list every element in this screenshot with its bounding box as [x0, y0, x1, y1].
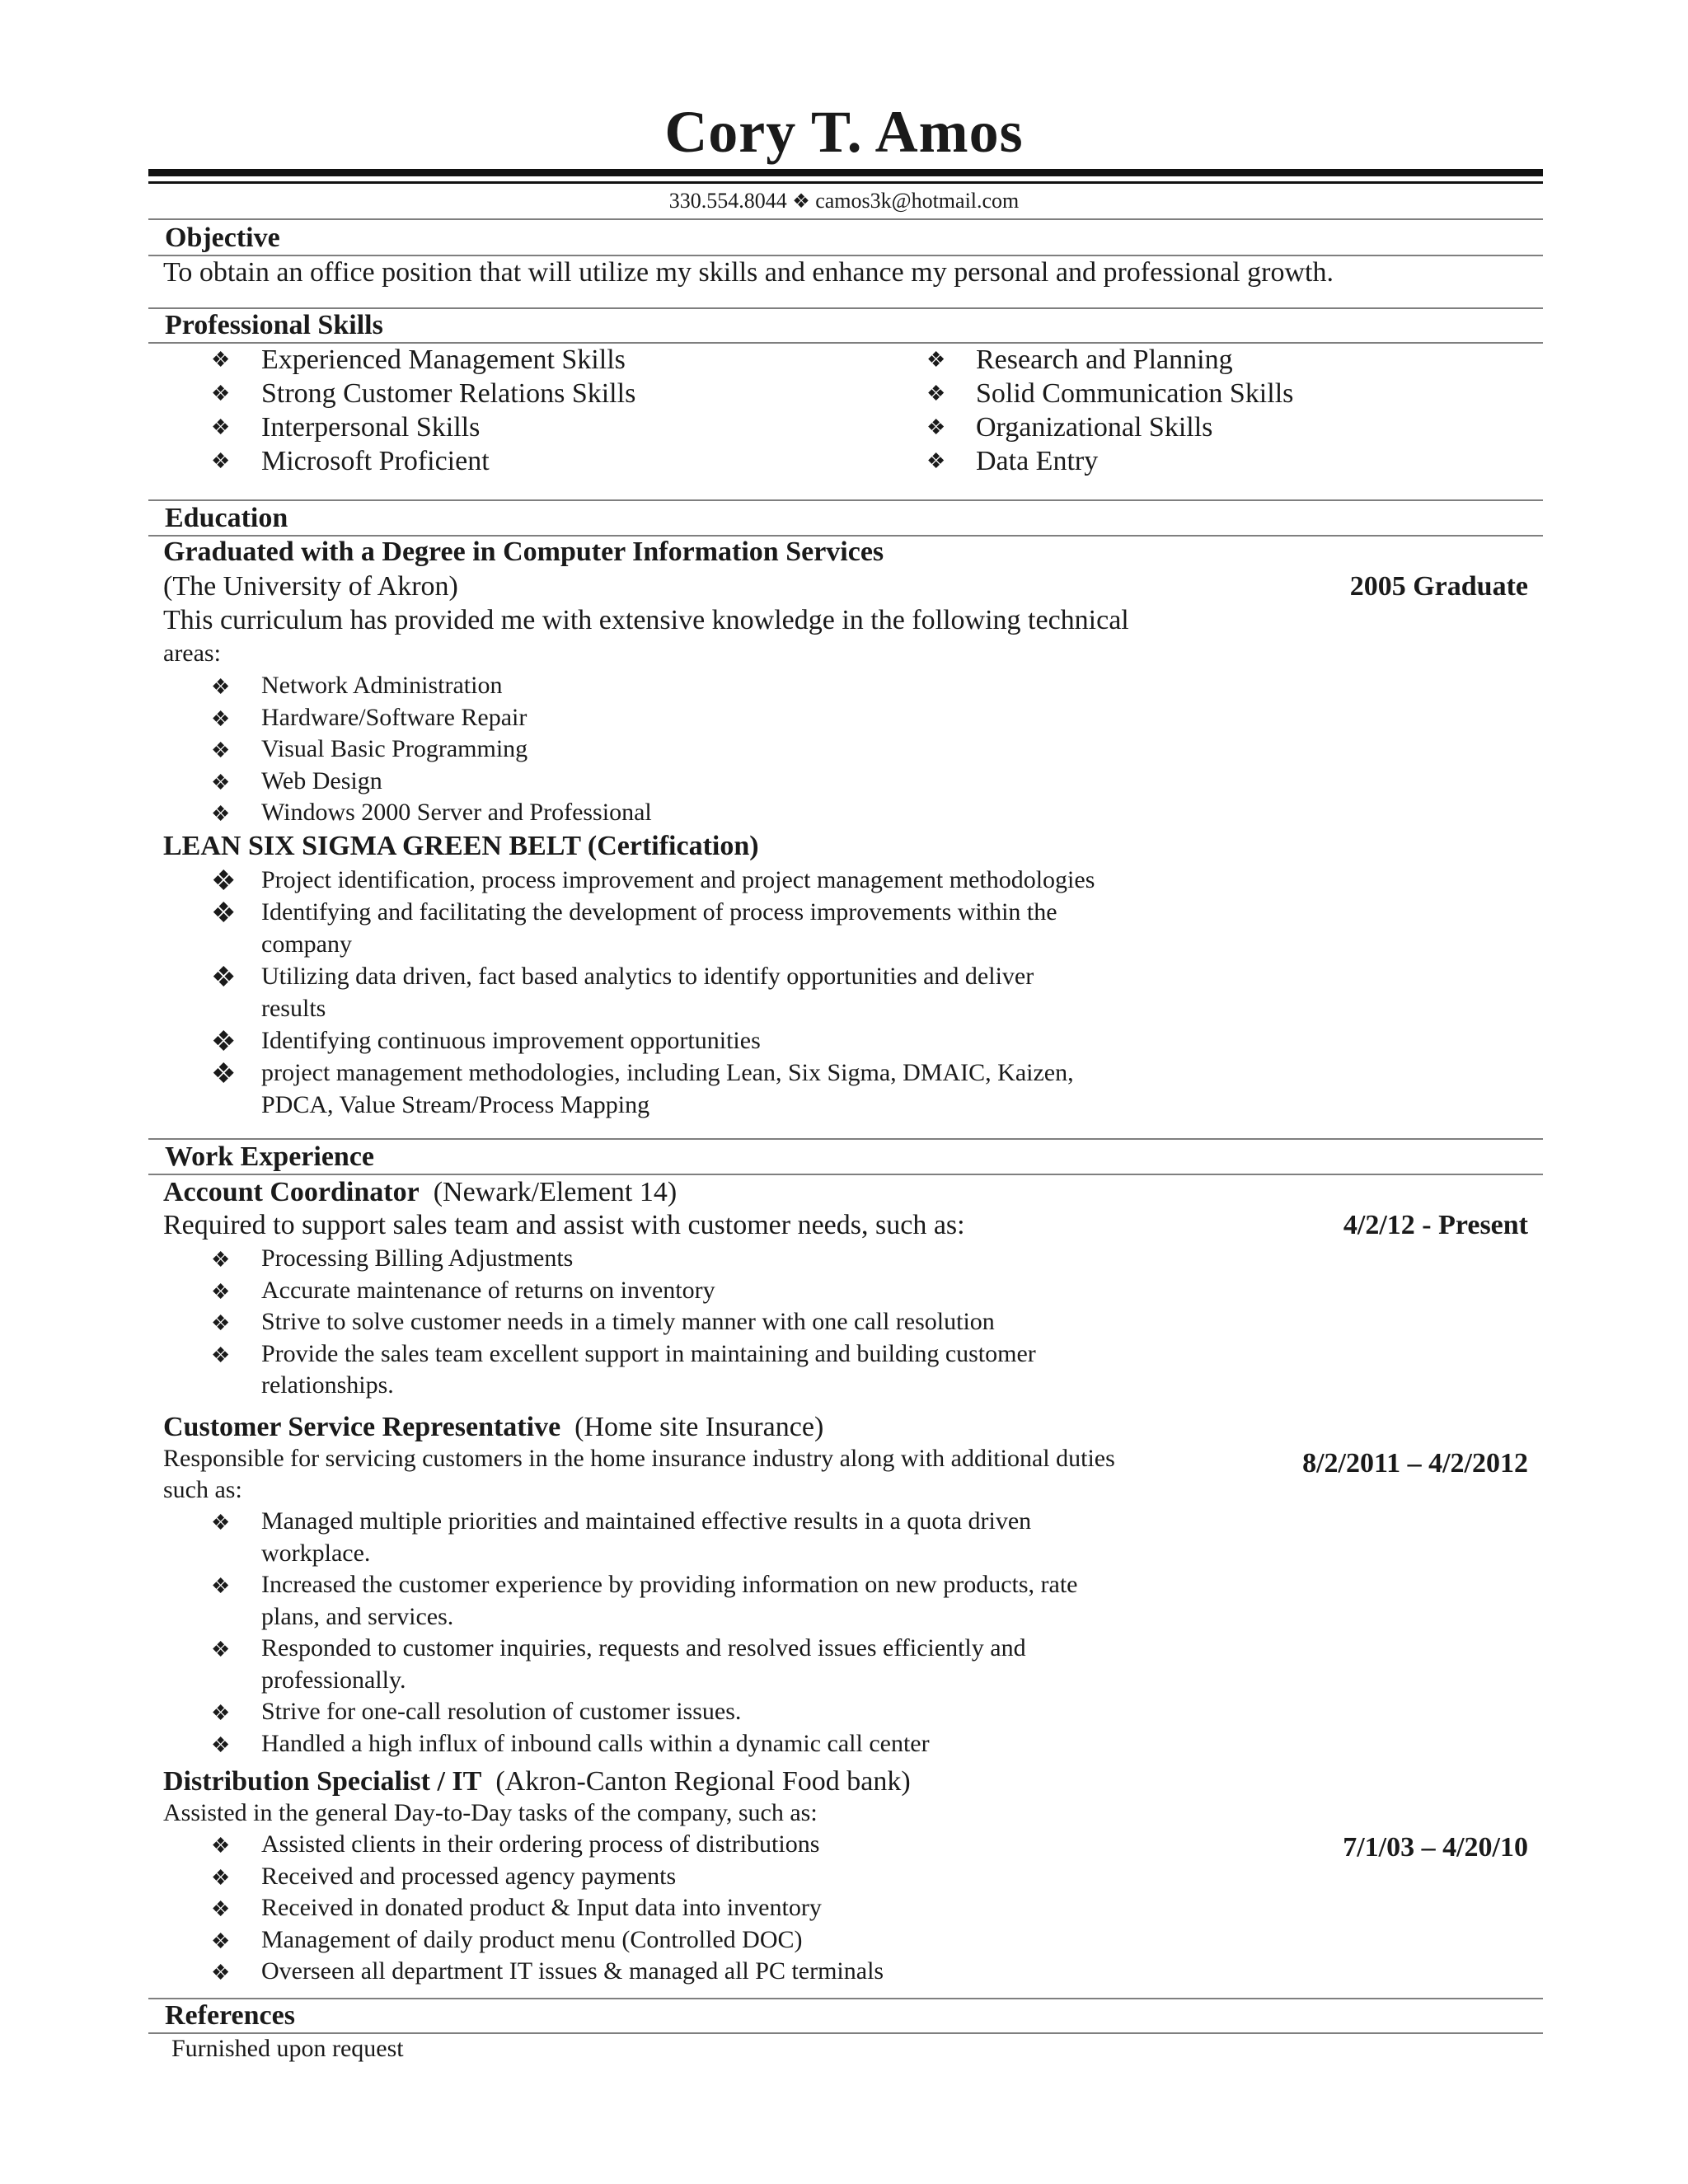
section-heading-references: References	[165, 2000, 295, 2031]
job-duty-item: Management of daily product menu (Controlled DOC)	[261, 1925, 803, 1953]
header-rule-thick	[148, 169, 1543, 176]
skill-item: Organizational Skills	[976, 412, 1213, 443]
bullet-icon: ❖	[211, 1574, 231, 1598]
job-duty-item: Received in donated product & Input data into inventory	[261, 1894, 822, 1921]
education-area-item: Network Administration	[261, 672, 503, 699]
job-duty-item-cont: relationships.	[261, 1371, 394, 1399]
education-date: 2005 Graduate	[1349, 571, 1528, 602]
bullet-icon: ❖	[211, 1511, 231, 1535]
bullet-icon: ❖	[211, 802, 231, 826]
bullet-icon: ❖	[211, 1865, 231, 1890]
job-duty-item: Overseen all department IT issues & managed all PC terminals	[261, 1957, 884, 1985]
job-duty-item-cont: workplace.	[261, 1539, 371, 1567]
bullet-icon: ❖	[926, 382, 946, 405]
job-duty-item: Provide the sales team excellent support in maintaining and building customer	[261, 1339, 1036, 1367]
bullet-icon: ❖	[211, 1311, 231, 1335]
bullet-icon: ❖	[926, 449, 946, 473]
bullet-icon: ❖	[211, 1027, 237, 1057]
degree-title: Graduated with a Degree in Computer Information Services	[163, 537, 884, 567]
job-header	[163, 1765, 911, 1798]
phone: 330.554.8044	[668, 189, 787, 213]
bullet-icon: ❖	[211, 963, 237, 993]
job-duty-item: Received and processed agency payments	[261, 1862, 677, 1890]
certification-item: project management methodologies, including Lean, Six Sigma, DMAIC, Kaizen,	[261, 1059, 1074, 1086]
job-duty-item: Strive to solve customer needs in a timely manner with one call resolution	[261, 1308, 995, 1335]
job-date: 4/2/12 - Present	[1343, 1210, 1528, 1240]
job-duty-item: Accurate maintenance of returns on inventory	[261, 1276, 715, 1304]
skill-item: Experienced Management Skills	[261, 344, 626, 375]
job-title: Customer Service Representative	[163, 1412, 561, 1442]
bullet-icon: ❖	[211, 348, 231, 372]
bullet-icon: ❖	[926, 348, 946, 372]
job-duty-item-cont: professionally.	[261, 1666, 406, 1694]
section-heading-education: Education	[165, 503, 288, 533]
bullet-icon: ❖	[211, 1961, 231, 1985]
section-heading-work: Work Experience	[165, 1141, 375, 1172]
job-duty-item: Handled a high influx of inbound calls within a dynamic call center	[261, 1729, 930, 1757]
job-organization: (Home site Insurance)	[560, 1412, 824, 1442]
bullet-icon: ❖	[211, 1897, 231, 1921]
job-duty-item: Processing Billing Adjustments	[261, 1244, 574, 1272]
skill-item: Strong Customer Relations Skills	[261, 378, 636, 409]
bullet-icon: ❖	[211, 1701, 231, 1725]
job-duty-item: Assisted clients in their ordering process of distributions	[261, 1830, 820, 1858]
contact-separator: ❖	[792, 191, 810, 213]
references-text: Furnished upon request	[171, 2035, 404, 2062]
email: camos3k@hotmail.com	[815, 189, 1020, 213]
certification-item-cont: PDCA, Value Stream/Process Mapping	[261, 1091, 650, 1118]
divider	[148, 1138, 1543, 1140]
bullet-icon: ❖	[926, 415, 946, 439]
certification-item: Identifying continuous improvement opportunities	[261, 1027, 761, 1054]
education-area-item: Windows 2000 Server and Professional	[261, 799, 652, 826]
education-area-item: Hardware/Software Repair	[261, 703, 528, 731]
bullet-icon: ❖	[211, 706, 231, 731]
job-organization: (Newark/Element 14)	[419, 1177, 678, 1207]
section-heading-objective: Objective	[165, 223, 280, 253]
bullet-icon: ❖	[211, 1279, 231, 1304]
skill-item: Solid Communication Skills	[976, 378, 1294, 409]
skill-item: Research and Planning	[976, 344, 1233, 375]
job-duty-item-cont: plans, and services.	[261, 1602, 454, 1630]
job-duty-item: Strive for one-call resolution of customer issues.	[261, 1698, 742, 1725]
bullet-icon: ❖	[211, 1732, 231, 1757]
divider	[148, 499, 1543, 501]
job-title: Account Coordinator	[163, 1177, 420, 1207]
job-summary: Required to support sales team and assist with customer needs, such as:	[163, 1210, 965, 1240]
certification-item-cont: company	[261, 930, 352, 958]
bullet-icon: ❖	[211, 1059, 237, 1090]
divider	[148, 218, 1543, 220]
certification-item: Identifying and facilitating the development of process improvements within the	[261, 898, 1057, 926]
header-rule-thin	[148, 181, 1543, 184]
job-summary: Assisted in the general Day-to-Day tasks of the company, such as:	[163, 1799, 818, 1826]
skill-item: Data Entry	[976, 446, 1099, 476]
job-duty-item: Increased the customer experience by providing information on new products, rate	[261, 1571, 1078, 1598]
bullet-icon: ❖	[211, 866, 237, 897]
certification-item: Project identification, process improvement and project management methodologies	[261, 866, 1095, 893]
job-date: 8/2/2011 – 4/2/2012	[1302, 1448, 1528, 1479]
education-description-cont: areas:	[163, 640, 221, 667]
certification-title: LEAN SIX SIGMA GREEN BELT (Certification)	[163, 831, 759, 861]
bullet-icon: ❖	[211, 382, 231, 405]
school-name: (The University of Akron)	[163, 571, 458, 602]
divider	[148, 1174, 1543, 1175]
job-duty-item: Responded to customer inquiries, requests and resolved issues efficiently and	[261, 1634, 1026, 1661]
bullet-icon: ❖	[211, 1834, 231, 1858]
bullet-icon: ❖	[211, 738, 231, 762]
objective-text: To obtain an office position that will utilize my skills and enhance my personal and professional growth.	[163, 257, 1334, 288]
skill-item: Interpersonal Skills	[261, 412, 481, 443]
bullet-icon: ❖	[211, 1638, 231, 1661]
job-header	[163, 1411, 823, 1444]
bullet-icon: ❖	[211, 415, 231, 439]
bullet-icon: ❖	[211, 675, 231, 699]
certification-item-cont: results	[261, 995, 326, 1022]
job-duty-item: Managed multiple priorities and maintained effective results in a quota driven	[261, 1507, 1032, 1535]
education-area-item: Visual Basic Programming	[261, 735, 528, 762]
bullet-icon: ❖	[211, 898, 237, 929]
bullet-icon: ❖	[211, 770, 231, 794]
education-area-item: Web Design	[261, 766, 382, 794]
divider	[148, 1998, 1543, 1999]
bullet-icon: ❖	[211, 1929, 231, 1953]
bullet-icon: ❖	[211, 449, 231, 473]
education-description: This curriculum has provided me with extensive knowledge in the following technical	[163, 605, 1129, 635]
skill-item: Microsoft Proficient	[261, 446, 490, 476]
job-summary: such as:	[163, 1476, 242, 1503]
bullet-icon: ❖	[211, 1248, 231, 1272]
job-title: Distribution Specialist / IT	[163, 1766, 482, 1797]
job-summary: Responsible for servicing customers in the home insurance industry along with additional duties	[163, 1445, 1115, 1472]
section-heading-skills: Professional Skills	[165, 310, 383, 340]
job-organization: (Akron-Canton Regional Food bank)	[481, 1766, 911, 1797]
job-header	[163, 1176, 677, 1209]
resume-name: Cory T. Amos	[664, 99, 1024, 165]
bullet-icon: ❖	[211, 1343, 231, 1367]
certification-item: Utilizing data driven, fact based analytics to identify opportunities and deliver	[261, 963, 1034, 990]
contact-line	[0, 188, 1688, 215]
job-date: 7/1/03 – 4/20/10	[1343, 1832, 1528, 1863]
